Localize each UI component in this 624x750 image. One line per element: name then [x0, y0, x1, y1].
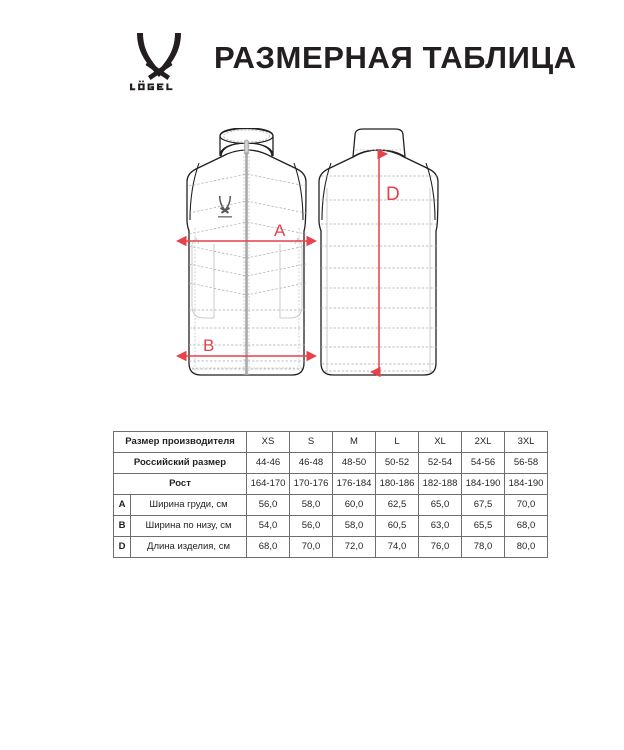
row-label-bottom-width: Ширина по низу, см	[131, 516, 247, 537]
cell-m: M	[333, 432, 376, 453]
page-title: РАЗМЕРНАЯ ТАБЛИЦА	[214, 39, 577, 75]
row-label-product-length: Длина изделия, см	[131, 537, 247, 558]
cell-value: 184-190	[462, 474, 505, 495]
cell-value: 48-50	[333, 453, 376, 474]
row-letter-a: A	[114, 495, 131, 516]
cell-value: 56-58	[505, 453, 548, 474]
cell-value: 68,0	[247, 537, 290, 558]
cell-value: 80,0	[505, 537, 548, 558]
cell-2xl: 2XL	[462, 432, 505, 453]
cell-value: 74,0	[376, 537, 419, 558]
garment-illustrations	[0, 128, 624, 408]
cell-value: 176-184	[333, 474, 376, 495]
table-row	[114, 495, 548, 516]
cell-value: 72,0	[333, 537, 376, 558]
size-table	[113, 431, 548, 558]
cell-value: 180-186	[376, 474, 419, 495]
size-table-container	[113, 431, 545, 558]
cell-value: 60,5	[376, 516, 419, 537]
table-row	[114, 516, 548, 537]
cell-value: 50-52	[376, 453, 419, 474]
cell-value: 56,0	[247, 495, 290, 516]
row-letter-d: D	[114, 537, 131, 558]
cell-value: 65,5	[462, 516, 505, 537]
page-header	[0, 0, 624, 120]
cell-value: 54,0	[247, 516, 290, 537]
cell-l: L	[376, 432, 419, 453]
cell-value: 164-170	[247, 474, 290, 495]
cell-value: 58,0	[333, 516, 376, 537]
row-label-height: Рост	[114, 474, 247, 495]
cell-value: 63,0	[419, 516, 462, 537]
row-label-manufacturer-size: Размер производителя	[114, 432, 247, 453]
length-label: D	[386, 184, 400, 205]
cell-value: 52-54	[419, 453, 462, 474]
cell-value: 70,0	[505, 495, 548, 516]
cell-value: 182-188	[419, 474, 462, 495]
vest-back-view	[319, 129, 438, 375]
table-row	[114, 432, 548, 453]
row-letter-b: B	[114, 516, 131, 537]
cell-value: 60,0	[333, 495, 376, 516]
cell-value: 78,0	[462, 537, 505, 558]
cell-value: 54-56	[462, 453, 505, 474]
cell-value: 46-48	[290, 453, 333, 474]
cell-value: 56,0	[290, 516, 333, 537]
cell-xl: XL	[419, 432, 462, 453]
cell-value: 170-176	[290, 474, 333, 495]
cell-value: 65,0	[419, 495, 462, 516]
table-row	[114, 537, 548, 558]
table-row	[114, 453, 548, 474]
cell-value: 44-46	[247, 453, 290, 474]
cell-value: 68,0	[505, 516, 548, 537]
row-label-russian-size: Российский размер	[114, 453, 247, 474]
cell-s: S	[290, 432, 333, 453]
chest-width-label: A	[274, 221, 286, 240]
cell-xs: XS	[247, 432, 290, 453]
cell-value: 58,0	[290, 495, 333, 516]
jogel-crossed-v-logo-icon	[126, 29, 192, 93]
table-row	[114, 474, 548, 495]
cell-value: 62,5	[376, 495, 419, 516]
row-label-chest-width: Ширина груди, см	[131, 495, 247, 516]
cell-value: 184-190	[505, 474, 548, 495]
cell-value: 70,0	[290, 537, 333, 558]
cell-3xl: 3XL	[505, 432, 548, 453]
vest-front-view	[185, 128, 308, 375]
cell-value: 67,5	[462, 495, 505, 516]
cell-value: 76,0	[419, 537, 462, 558]
bottom-width-label: B	[203, 336, 215, 355]
